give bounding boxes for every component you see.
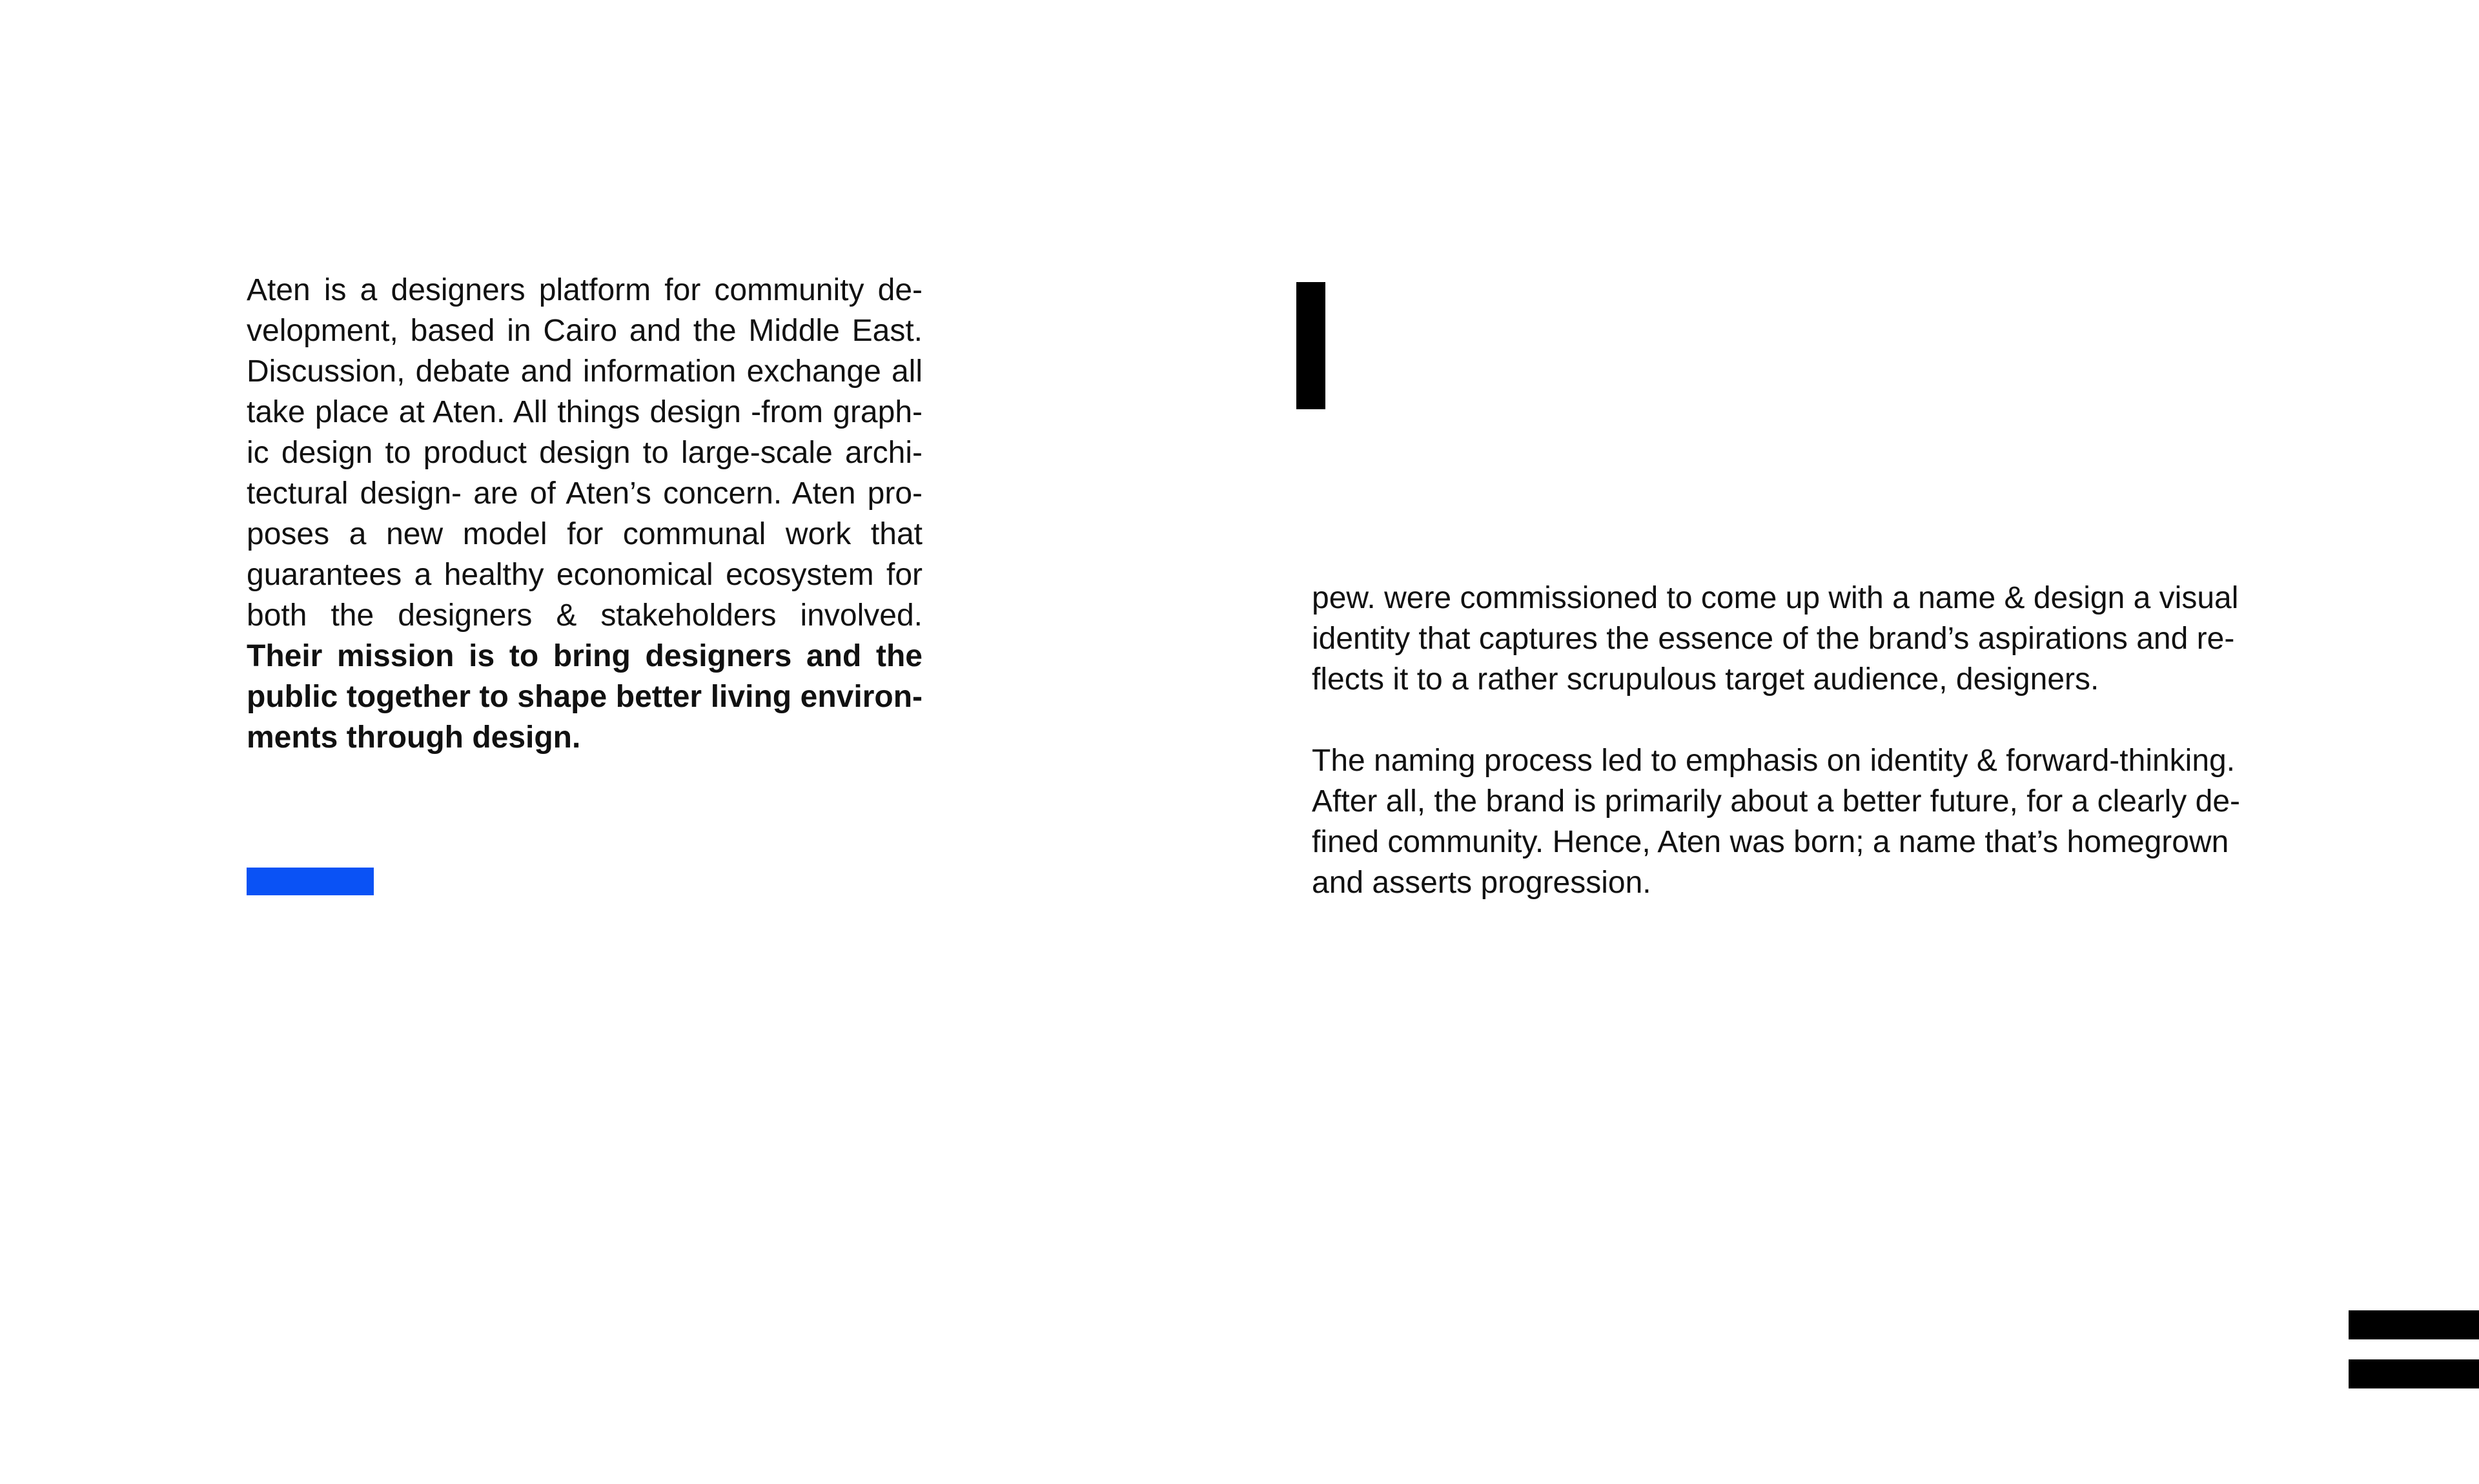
menu-icon-line-bottom	[2349, 1359, 2479, 1388]
menu-icon-line-top	[2349, 1310, 2479, 1339]
accent-bar	[247, 868, 374, 895]
intro-text: Aten is a designers platform for community development, based in Cairo and the Middle East. Discussion, debate and information exchange all take place at Aten. All things design -from graphic design to product design to large-scale architectural design- are of Aten’s concern. Aten proposes a new model for communal work that guarantees a healthy economical ecosystem for both the designers & stakeholders involved.	[247, 273, 923, 633]
intro-paragraph	[247, 270, 923, 758]
story-section	[1312, 578, 2267, 944]
decorative-black-bar	[1296, 282, 1325, 409]
mission-statement: Their mission is to bring designers and the public together to shape better living environments through design.	[247, 639, 923, 755]
menu-icon[interactable]	[2349, 1310, 2479, 1388]
story-paragraph-commission: pew. were commissioned to come up with a name & design a visual identity that captures the essence of the brand’s aspirations and re- flects it to a rather scrupulous target audience, designers.	[1312, 581, 2239, 696]
story-paragraph-naming: The naming process led to emphasis on identity & forward-thinking. After all, the brand is primarily about a better future, for a clearly de- fined community. Hence, Aten was born; a name that’s homegrown and asserts progression.	[1312, 744, 2241, 900]
